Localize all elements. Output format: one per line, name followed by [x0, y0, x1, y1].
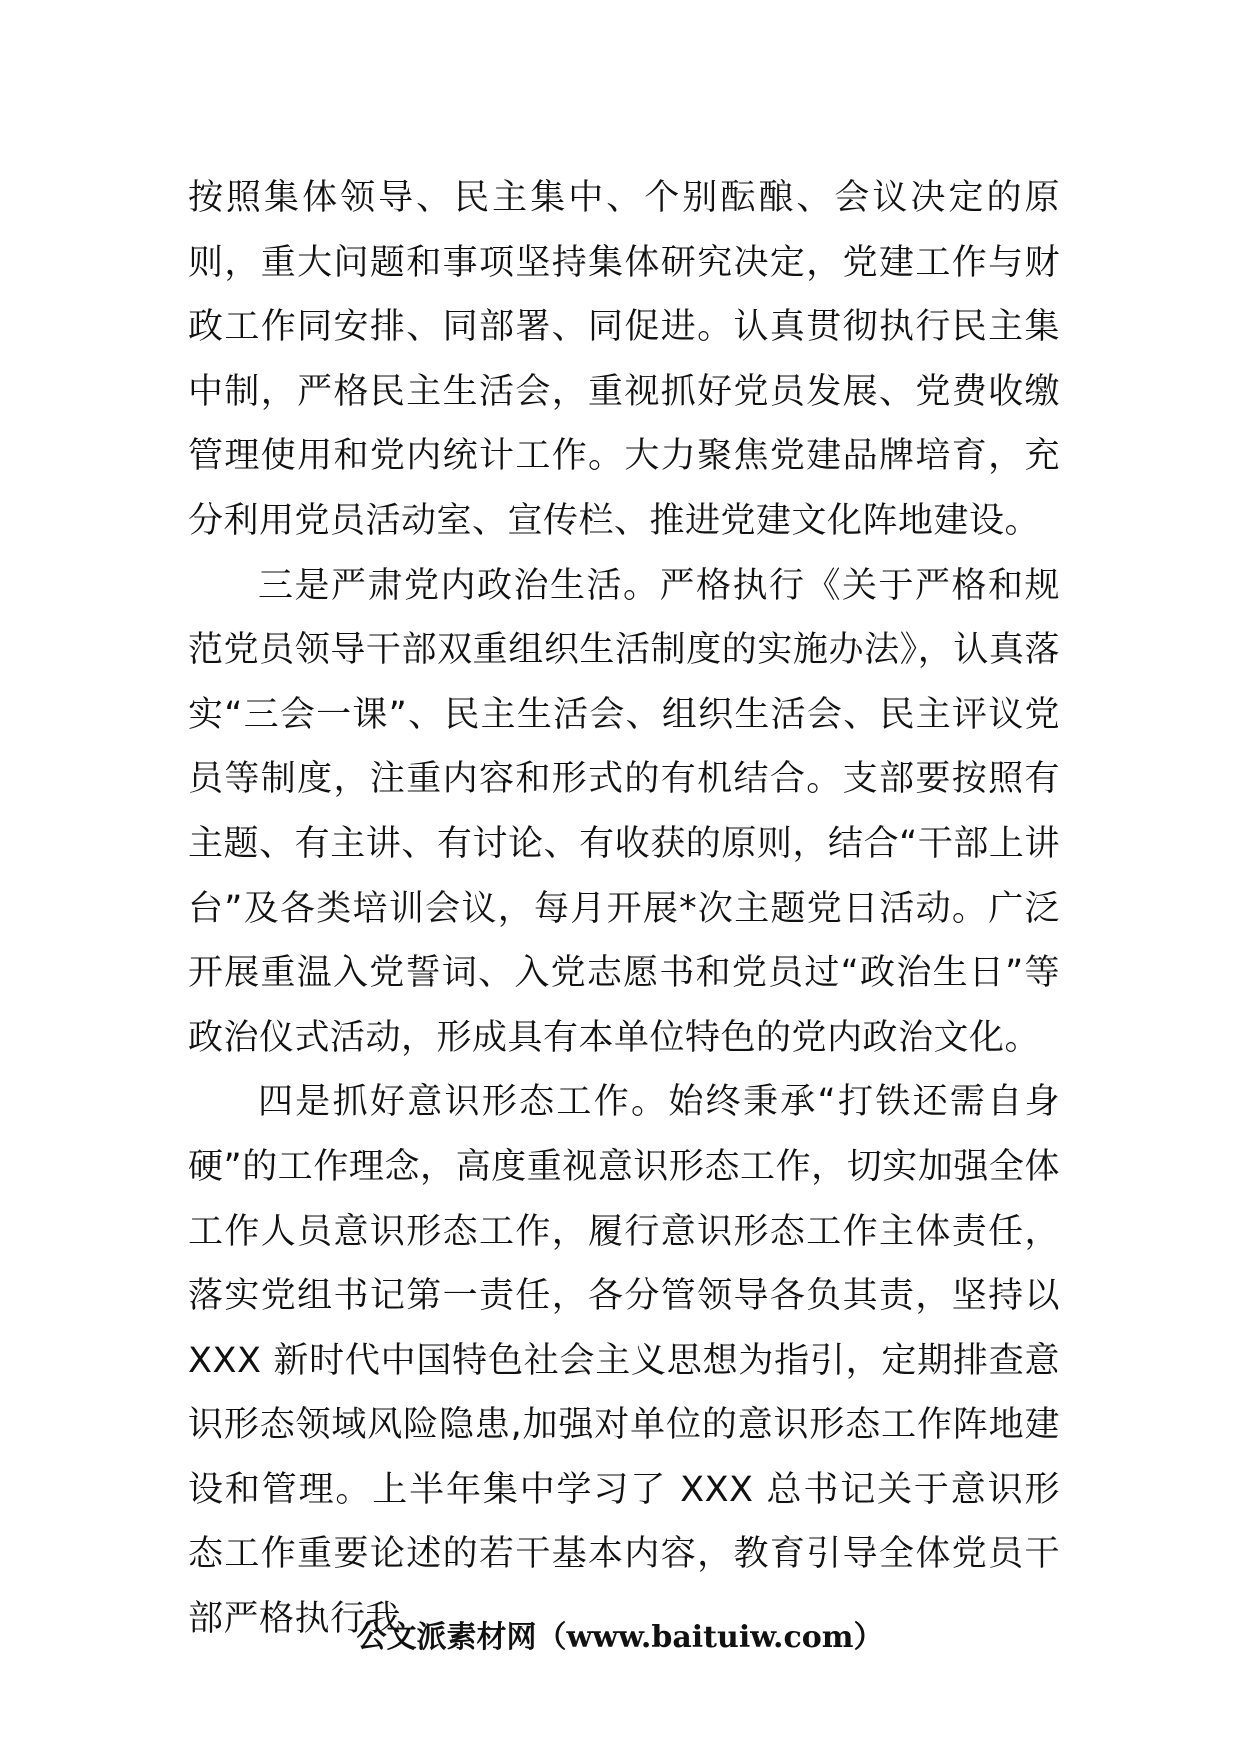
paragraph-political-life: 三是严肃党内政治生活。严格执行《关于严格和规范党员领导干部双重组织生活制度的实施办法》，认真落实“三会一课”、民主生活会、组织生活会、民主评议党员等制度，注重内容和形式的有机结合。支部要按照有主题、有主讲、有讨论、有收获的原则，结合“干部上讲台”及各类培训会议，每月开展*次主题党日活动。广泛开展重温入党誓词、入党志愿书和党员过“政治生日”等政治仪式活动，形成具有本单位特色的党内政治文化。 [188, 565, 1060, 1058]
footer-watermark: 公文派素材网（www.baituiw.com） [356, 1620, 884, 1655]
paragraph-ideology-work: 四是抓好意识形态工作。始终秉承“打铁还需自身硬”的工作理念，高度重视意识形态工作，切实加强全体工作人员意识形态工作，履行意识形态工作主体责任，落实党组书记第一责任，各分管领导各负其责，坚持以 XXX 新时代中国特色社会主义思想为指引，定期排查意识形态领域风险隐患,加强对单位的意识形态工作阵地建设和管理。上半年集中学习了 XXX 总书记关于意识形态工作重要论述的若干基本内容，教育引导全体党员干部严格执行我 [188, 1082, 1060, 1640]
paragraph-continuation: 按照集体领导、民主集中、个别酝酿、会议决定的原则，重大问题和事项坚持集体研究决定，党建工作与财政工作同安排、同部署、同促进。认真贯彻执行民主集中制，严格民主生活会，重视抓好党员发展、党费收缴管理使用和党内统计工作。大力聚焦党建品牌培育，充分利用党员活动室、宣传栏、推进党建文化阵地建设。 [188, 178, 1060, 541]
document-body [188, 166, 1060, 1652]
